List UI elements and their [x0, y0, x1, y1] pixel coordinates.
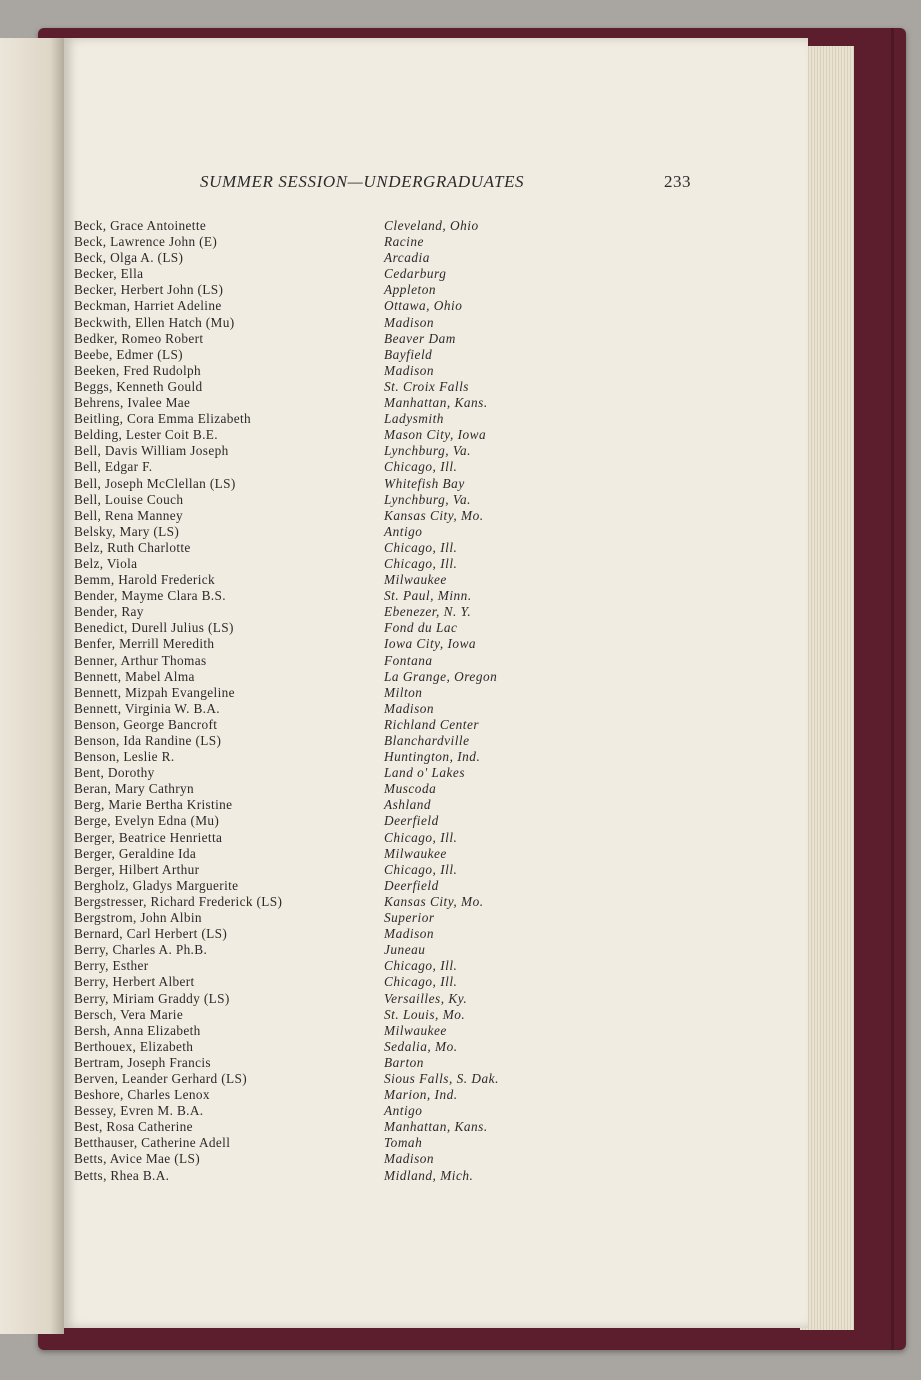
student-name: Berry, Miriam Graddy (LS) — [74, 990, 230, 1006]
roster-entry — [74, 1119, 794, 1135]
roster-entry — [74, 862, 794, 878]
student-name: Bergholz, Gladys Marguerite — [74, 877, 239, 893]
roster-entry — [74, 878, 794, 894]
roster-entry — [74, 1071, 794, 1087]
roster-entry — [74, 604, 794, 620]
roster-entry — [74, 524, 794, 540]
roster-entry — [74, 765, 794, 781]
roster-entry — [74, 910, 794, 926]
student-name: Bennett, Mabel Alma — [74, 668, 195, 684]
student-hometown: Madison — [384, 700, 435, 716]
roster-entry — [74, 1055, 794, 1071]
roster-entry — [74, 991, 794, 1007]
student-hometown: Cedarburg — [384, 266, 447, 282]
student-name: Betts, Rhea B.A. — [74, 1167, 170, 1183]
student-hometown: Antigo — [384, 523, 423, 539]
roster-entry — [74, 1103, 794, 1119]
student-hometown: Lynchburg, Va. — [384, 491, 471, 507]
roster-entry — [74, 974, 794, 990]
roster-entry — [74, 685, 794, 701]
student-hometown: Deerfield — [384, 877, 439, 893]
student-hometown: Fond du Lac — [384, 620, 458, 636]
student-name: Berthouex, Elizabeth — [74, 1038, 194, 1054]
student-hometown: St. Croix Falls — [384, 378, 469, 394]
roster-entry — [74, 427, 794, 443]
student-name: Betts, Avice Mae (LS) — [74, 1151, 201, 1167]
student-hometown: Blanchardville — [384, 733, 470, 748]
student-hometown: Antigo — [384, 1103, 423, 1119]
student-hometown: Fontana — [384, 652, 433, 668]
student-name: Benfer, Merrill Meredith — [74, 636, 215, 652]
student-name: Benson, George Bancroft — [74, 716, 218, 732]
student-name: Bergstrom, John Albin — [74, 910, 202, 926]
student-hometown: Deerfield — [384, 813, 439, 829]
roster-entry — [74, 1087, 794, 1103]
student-hometown: Iowa City, Iowa — [384, 636, 477, 652]
student-name: Belz, Viola — [74, 555, 138, 571]
student-name: Benedict, Durell Julius (LS) — [74, 620, 234, 636]
student-hometown: Cleveland, Ohio — [384, 218, 479, 233]
student-hometown: La Grange, Oregon — [384, 668, 498, 684]
student-name: Benson, Leslie R. — [74, 749, 175, 765]
student-hometown: Lynchburg, Va. — [384, 443, 471, 459]
student-name: Beeken, Fred Rudolph — [74, 362, 202, 378]
student-name: Becker, Ella — [74, 266, 144, 282]
student-hometown: Ottawa, Ohio — [384, 298, 463, 314]
student-name: Bender, Ray — [74, 604, 144, 620]
student-hometown: Tomah — [384, 1135, 423, 1151]
student-hometown: St. Louis, Mo. — [384, 1006, 466, 1022]
roster-entry — [74, 701, 794, 717]
student-name: Berry, Herbert Albert — [74, 974, 195, 990]
roster-entry — [74, 749, 794, 765]
student-name: Bessey, Evren M. B.A. — [74, 1103, 204, 1119]
student-name: Berger, Beatrice Henrietta — [74, 829, 223, 845]
student-hometown: Beaver Dam — [384, 330, 456, 346]
student-name: Benner, Arthur Thomas — [74, 652, 207, 668]
student-name: Beitling, Cora Emma Elizabeth — [74, 411, 252, 427]
running-title: SUMMER SESSION—UNDERGRADUATES — [200, 172, 525, 191]
roster-entry — [74, 459, 794, 475]
student-name: Beebe, Edmer (LS) — [74, 346, 183, 362]
facing-page-edge — [0, 38, 64, 1334]
student-name: Beck, Grace Antoinette — [74, 218, 207, 233]
roster-entry — [74, 298, 794, 314]
student-hometown: Milwaukee — [384, 845, 447, 861]
roster-entry — [74, 797, 794, 813]
student-hometown: Sious Falls, S. Dak. — [384, 1070, 499, 1086]
student-name: Bennett, Mizpah Evangeline — [74, 684, 235, 700]
roster-entry — [74, 636, 794, 652]
student-hometown: Manhattan, Kans. — [384, 1119, 488, 1135]
student-name: Bell, Rena Manney — [74, 507, 183, 523]
student-name: Berven, Leander Gerhard (LS) — [74, 1070, 247, 1086]
roster-entry — [74, 363, 794, 379]
student-hometown: Juneau — [384, 942, 426, 958]
roster-entry — [74, 669, 794, 685]
student-name: Bersh, Anna Elizabeth — [74, 1022, 201, 1038]
roster-entry — [74, 572, 794, 588]
student-name: Bell, Joseph McClellan (LS) — [74, 475, 236, 491]
student-hometown: Kansas City, Mo. — [384, 507, 484, 523]
roster-entry — [74, 492, 794, 508]
roster-entry — [74, 443, 794, 459]
roster-entry — [74, 1023, 794, 1039]
page-number: 233 — [664, 172, 691, 191]
roster-entry — [74, 942, 794, 958]
student-hometown: Chicago, Ill. — [384, 958, 458, 974]
student-name: Beshore, Charles Lenox — [74, 1087, 210, 1103]
student-name: Bersch, Vera Marie — [74, 1006, 184, 1022]
student-name: Bernard, Carl Herbert (LS) — [74, 926, 228, 942]
student-hometown: Ebenezer, N. Y. — [384, 604, 472, 620]
student-roster — [74, 218, 794, 1184]
student-name: Bell, Louise Couch — [74, 491, 184, 507]
student-hometown: Milwaukee — [384, 572, 447, 588]
roster-entry — [74, 476, 794, 492]
student-name: Bemm, Harold Frederick — [74, 572, 215, 588]
student-name: Bennett, Virginia W. B.A. — [74, 700, 220, 716]
student-hometown: Madison — [384, 314, 435, 330]
student-name: Beckman, Harriet Adeline — [74, 298, 222, 314]
student-name: Belsky, Mary (LS) — [74, 523, 180, 539]
roster-entry — [74, 395, 794, 411]
roster-entry — [74, 218, 794, 234]
roster-entry — [74, 315, 794, 331]
roster-entry — [74, 813, 794, 829]
roster-entry — [74, 733, 794, 749]
student-hometown: Versailles, Ky. — [384, 990, 468, 1006]
page-edges — [800, 46, 854, 1330]
student-hometown: Milwaukee — [384, 1022, 447, 1038]
student-name: Betthauser, Catherine Adell — [74, 1135, 231, 1151]
roster-entry — [74, 266, 794, 282]
roster-entry — [74, 540, 794, 556]
student-hometown: Richland Center — [384, 716, 480, 732]
running-header — [64, 172, 808, 196]
roster-entry — [74, 347, 794, 363]
student-hometown: St. Paul, Minn. — [384, 588, 472, 604]
roster-entry — [74, 379, 794, 395]
student-hometown: Land o' Lakes — [384, 765, 466, 781]
student-name: Beran, Mary Cathryn — [74, 781, 195, 797]
student-hometown: Kansas City, Mo. — [384, 893, 484, 909]
roster-entry — [74, 926, 794, 942]
student-name: Bender, Mayme Clara B.S. — [74, 588, 226, 604]
student-hometown: Sedalia, Mo. — [384, 1038, 458, 1054]
student-hometown: Whitefish Bay — [384, 475, 465, 491]
roster-entry — [74, 958, 794, 974]
student-hometown: Huntington, Ind. — [384, 749, 481, 765]
roster-entry — [74, 282, 794, 298]
student-hometown: Madison — [384, 362, 435, 378]
student-hometown: Arcadia — [384, 250, 430, 266]
student-name: Beck, Lawrence John (E) — [74, 234, 218, 250]
student-name: Berger, Hilbert Arthur — [74, 861, 200, 877]
student-hometown: Chicago, Ill. — [384, 539, 458, 555]
student-hometown: Chicago, Ill. — [384, 974, 458, 990]
student-name: Bell, Davis William Joseph — [74, 443, 229, 459]
roster-entry — [74, 830, 794, 846]
student-name: Berg, Marie Bertha Kristine — [74, 797, 233, 813]
student-hometown: Chicago, Ill. — [384, 829, 458, 845]
student-name: Berger, Geraldine Ida — [74, 845, 197, 861]
roster-entry — [74, 620, 794, 636]
roster-entry — [74, 250, 794, 266]
student-name: Beggs, Kenneth Gould — [74, 378, 203, 394]
student-name: Beck, Olga A. (LS) — [74, 250, 184, 266]
roster-entry — [74, 1039, 794, 1055]
student-name: Best, Rosa Catherine — [74, 1119, 193, 1135]
student-name: Bergstresser, Richard Frederick (LS) — [74, 893, 283, 909]
student-hometown: Madison — [384, 926, 435, 942]
student-name: Bent, Dorothy — [74, 765, 155, 781]
student-hometown: Chicago, Ill. — [384, 459, 458, 475]
roster-entry — [74, 1007, 794, 1023]
student-name: Berry, Charles A. Ph.B. — [74, 942, 208, 958]
student-hometown: Racine — [384, 234, 424, 250]
roster-entry — [74, 1151, 794, 1167]
roster-entry — [74, 556, 794, 572]
roster-entry — [74, 508, 794, 524]
student-hometown: Manhattan, Kans. — [384, 395, 488, 411]
student-hometown: Midland, Mich. — [384, 1167, 474, 1183]
book-page — [64, 38, 808, 1328]
student-hometown: Superior — [384, 910, 435, 926]
student-hometown: Barton — [384, 1054, 424, 1070]
roster-entry — [74, 781, 794, 797]
student-hometown: Muscoda — [384, 781, 437, 797]
roster-entry — [74, 894, 794, 910]
student-name: Beckwith, Ellen Hatch (Mu) — [74, 314, 235, 330]
roster-entry — [74, 411, 794, 427]
student-name: Benson, Ida Randine (LS) — [74, 733, 222, 748]
student-name: Belz, Ruth Charlotte — [74, 539, 191, 555]
student-hometown: Chicago, Ill. — [384, 861, 458, 877]
roster-entry — [74, 234, 794, 250]
roster-entry — [74, 1135, 794, 1151]
student-hometown: Marion, Ind. — [384, 1087, 458, 1103]
student-name: Becker, Herbert John (LS) — [74, 282, 224, 298]
student-name: Berry, Esther — [74, 958, 149, 974]
student-hometown: Madison — [384, 1151, 435, 1167]
roster-entry — [74, 588, 794, 604]
roster-entry — [74, 717, 794, 733]
student-name: Bertram, Joseph Francis — [74, 1054, 211, 1070]
student-hometown: Chicago, Ill. — [384, 555, 458, 571]
student-name: Bell, Edgar F. — [74, 459, 153, 475]
student-name: Bedker, Romeo Robert — [74, 330, 204, 346]
student-hometown: Bayfield — [384, 346, 433, 362]
student-hometown: Mason City, Iowa — [384, 427, 487, 443]
student-hometown: Ladysmith — [384, 411, 444, 427]
student-hometown: Ashland — [384, 797, 432, 813]
student-name: Belding, Lester Coit B.E. — [74, 427, 218, 443]
student-name: Behrens, Ivalee Mae — [74, 395, 191, 411]
student-name: Berge, Evelyn Edna (Mu) — [74, 813, 220, 829]
student-hometown: Milton — [384, 684, 423, 700]
roster-entry — [74, 846, 794, 862]
student-hometown: Appleton — [384, 282, 437, 298]
roster-entry — [74, 1168, 794, 1184]
roster-entry — [74, 653, 794, 669]
roster-entry — [74, 331, 794, 347]
